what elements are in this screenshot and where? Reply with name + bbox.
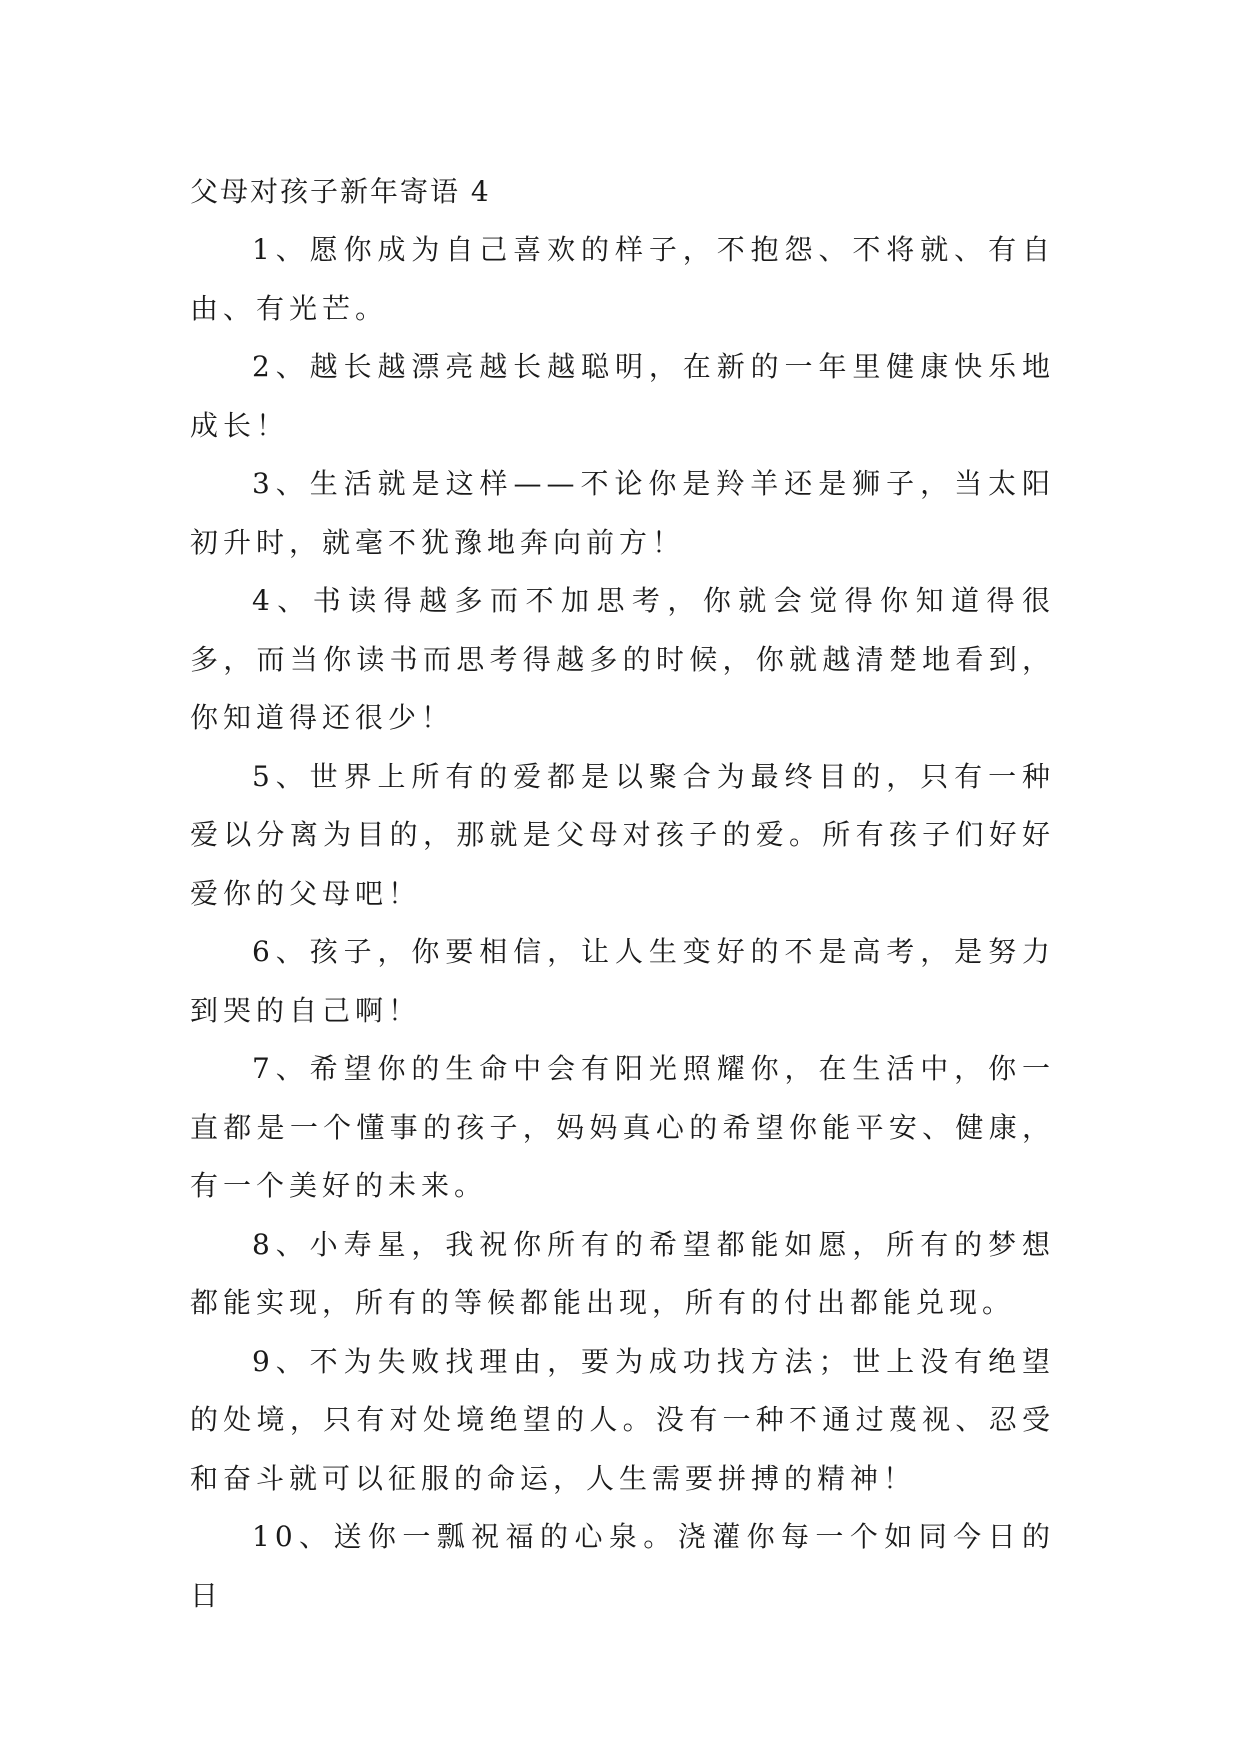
document-body <box>190 163 1055 1625</box>
document-title: 父母对孩子新年寄语 4 <box>190 175 491 208</box>
paragraph-3: 3、生活就是这样——不论你是羚羊还是狮子，当太阳初升时，就毫不犹豫地奔向前方！ <box>190 467 1055 559</box>
paragraph-1: 1、愿你成为自己喜欢的样子，不抱怨、不将就、有自由、有光芒。 <box>190 233 1055 325</box>
paragraph-10: 10、送你一瓢祝福的心泉。浇灌你每一个如同今日的日 <box>190 1520 1055 1612</box>
paragraph-9: 9、不为失败找理由，要为成功找方法；世上没有绝望的处境，只有对处境绝望的人。没有一种不通过蔑视、忍受和奋斗就可以征服的命运，人生需要拼搏的精神！ <box>190 1344 1055 1495</box>
paragraph-8: 8、小寿星，我祝你所有的希望都能如愿，所有的梦想都能实现，所有的等候都能出现，所有的付出都能兑现。 <box>190 1227 1055 1319</box>
paragraph-6: 6、孩子，你要相信，让人生变好的不是高考，是努力到哭的自己啊！ <box>190 935 1055 1027</box>
paragraph-5: 5、世界上所有的爱都是以聚合为最终目的，只有一种爱以分离为目的，那就是父母对孩子的爱。所有孩子们好好爱你的父母吧！ <box>190 759 1055 910</box>
paragraph-4: 4、书读得越多而不加思考，你就会觉得你知道得很多，而当你读书而思考得越多的时候，你就越清楚地看到，你知道得还很少！ <box>190 584 1055 734</box>
paragraph-7: 7、希望你的生命中会有阳光照耀你，在生活中，你一直都是一个懂事的孩子，妈妈真心的希望你能平安、健康，有一个美好的未来。 <box>190 1052 1055 1202</box>
paragraph-2: 2、越长越漂亮越长越聪明，在新的一年里健康快乐地成长！ <box>190 350 1055 442</box>
